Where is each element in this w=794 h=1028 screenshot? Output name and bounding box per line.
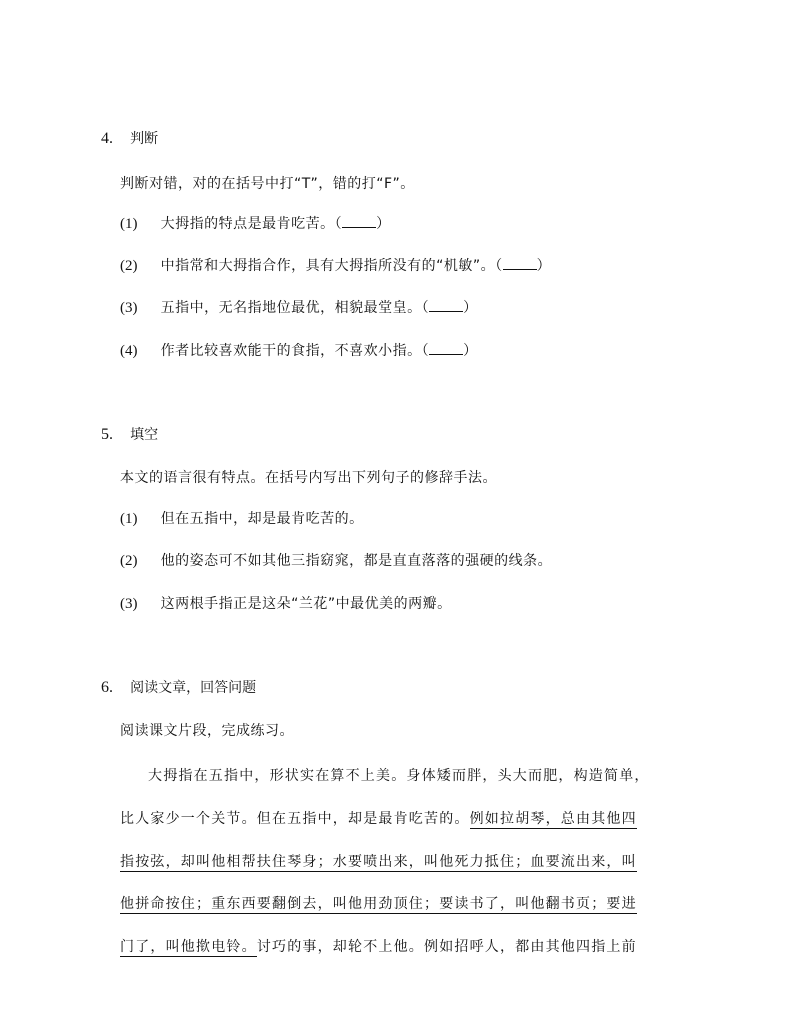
passage-text: 比人家少一个关节。但在五指中，却是最肯吃苦的。 — [120, 811, 470, 827]
item-number: (2) — [120, 553, 138, 569]
fill-item-3 — [120, 593, 452, 613]
item-text: 五指中，无名指地位最优，相貌最堂皇。（ — [160, 300, 430, 316]
question-title: 判断 — [130, 131, 159, 147]
item-number: (1) — [120, 216, 138, 232]
judge-item-2 — [120, 255, 551, 275]
judge-item-1 — [120, 213, 391, 233]
item-text: 但在五指中，却是最肯吃苦的。 — [160, 511, 364, 527]
passage-line-3 — [120, 851, 637, 871]
question-4-instruction: 判断对错，对的在括号中打“T”，错的打“F”。 — [120, 176, 415, 192]
answer-blank[interactable] — [342, 215, 376, 228]
answer-blank[interactable] — [503, 257, 537, 270]
item-text: 他的姿态可不如其他三指窈窕，都是直直落落的强硬的线条。 — [160, 553, 553, 569]
item-close: ） — [536, 258, 552, 274]
fill-item-1 — [120, 508, 364, 528]
judge-item-4 — [120, 340, 478, 360]
item-close: ） — [463, 300, 478, 316]
passage-text: 讨巧的事，却轮不上他。例如招呼人，都由其他四指上前 — [256, 939, 637, 955]
item-number: (4) — [120, 343, 138, 359]
underlined-text: 指按弦，却叫他相帮扶住琴身；水要喷出来，叫他死力抵住；血要流出来，叫 — [120, 854, 637, 870]
item-number: (2) — [120, 258, 138, 274]
item-text: 大拇指的特点是最肯吃苦。（ — [160, 216, 343, 232]
item-text: 中指常和大拇指合作，具有大拇指所没有的“机敏”。（ — [160, 258, 503, 274]
question-number: 4. — [101, 130, 113, 147]
question-6-header — [101, 677, 256, 697]
item-number: (1) — [120, 511, 138, 527]
passage-line-1 — [148, 765, 650, 785]
question-number: 6. — [101, 679, 113, 696]
passage-line-2 — [120, 808, 637, 828]
fill-item-2 — [120, 550, 552, 570]
question-4-header — [101, 128, 158, 148]
underlined-text: 门了，叫他揿电铃。 — [120, 939, 257, 955]
question-title: 填空 — [130, 427, 159, 443]
item-number: (3) — [120, 300, 138, 316]
passage-line-4 — [120, 893, 637, 913]
question-5-header — [101, 424, 158, 444]
answer-blank[interactable] — [429, 342, 463, 355]
passage-text: 大拇指在五指中，形状实在算不上美。身体矮而胖，头大而肥，构造简单， — [148, 768, 650, 784]
judge-item-3 — [120, 297, 478, 317]
question-6-instruction: 阅读课文片段，完成练习。 — [120, 723, 294, 739]
question-5-instruction: 本文的语言很有特点。在括号内写出下列句子的修辞手法。 — [120, 470, 497, 486]
question-number: 5. — [101, 426, 113, 443]
item-text: 这两根手指正是这朵“兰花”中最优美的两瓣。 — [160, 596, 452, 612]
item-text: 作者比较喜欢能干的食指，不喜欢小指。（ — [160, 343, 430, 359]
item-number: (3) — [120, 596, 138, 612]
passage-line-5 — [120, 936, 637, 956]
underlined-text: 例如拉胡琴，总由其他四 — [469, 811, 637, 827]
answer-blank[interactable] — [429, 299, 463, 312]
item-close: ） — [463, 343, 478, 359]
underlined-text: 他拼命按住；重东西要翻倒去，叫他用劲顶住；要读书了，叫他翻书页；要进 — [120, 896, 637, 912]
question-title: 阅读文章，回答问题 — [130, 680, 257, 696]
item-close: ） — [376, 216, 391, 232]
